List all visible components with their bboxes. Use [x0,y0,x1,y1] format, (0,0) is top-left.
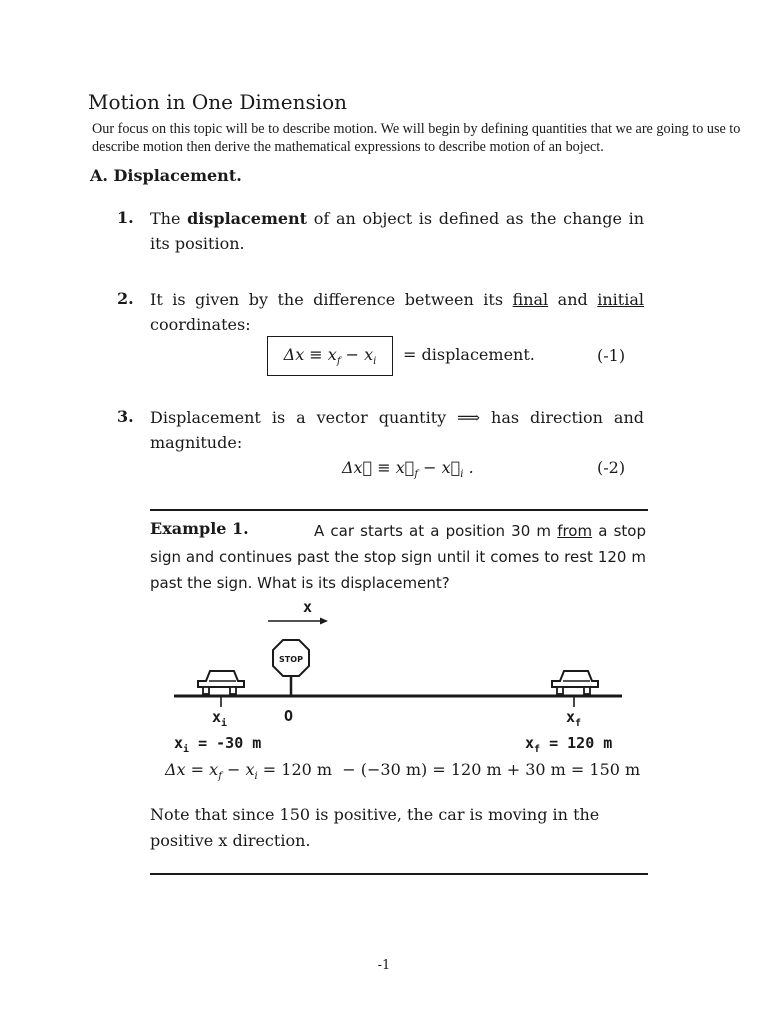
eq1-sub-f: f [336,356,341,368]
xi-value-label [174,734,261,755]
solution-part-b: − x [221,760,255,779]
item-2-text-b: and [548,290,598,309]
xi-sub: i [221,718,228,729]
eq1-part-b: − x [340,344,374,364]
eq2-vector-equation [342,458,474,480]
xf-label [566,708,581,729]
car-initial-icon [198,671,244,694]
x-axis-arrow-head [320,618,328,625]
example-text [150,518,646,596]
item-1-text-a: The [150,209,188,228]
intro-paragraph: Our focus on this topic will be to describe motion. We will begin by defining quantities that we are going to use to describe motion then derive the mathematical expressions to describe motion of an boject. [92,121,741,155]
diagram-axis-label: x [303,598,313,616]
origin-label: O [284,707,294,725]
stop-sign-text: STOP [279,655,303,664]
example-label: Example 1. [150,519,249,538]
item-2-underlined-initial: initial [597,290,644,309]
section-heading: A. Displacement. [90,166,242,185]
page-title: Motion in One Dimension [88,90,348,114]
car-final-icon [552,671,598,694]
solution-part-c: = 120 m − (−30 m) = 120 m + 30 m = 150 m [257,760,641,779]
example-bottom-rule [150,873,648,875]
example-underlined-from: from [557,522,593,540]
xf-value-sub: f [534,744,541,755]
eq2-sub-f: f [414,469,419,481]
eq1-box-text [284,345,377,367]
eq2-sub-i: i [460,469,464,481]
xf-value: = 120 m [540,734,613,752]
example-note: Note that since 150 is positive, the car is moving in the positive x direction. [150,805,600,850]
xi-value-letter: x [174,734,184,752]
xf-sub: f [575,718,582,729]
item-text-2 [150,287,644,337]
eq1-part-a: Δx ≡ x [283,344,337,364]
eq1-rest: = displacement. [403,345,535,364]
eq2-number: (-2) [597,458,626,477]
xf-letter: x [566,708,576,726]
page-number: -1 [377,958,391,973]
car-motion-diagram [0,595,768,715]
eq1-sub-i: i [373,356,377,368]
item-number-2: 2. [117,289,134,308]
item-1-text-b: of an object is defined as the change in its position. [150,209,644,253]
item-2-underlined-final: final [512,290,549,309]
item-2-text-a: It is given by the difference between its [150,290,513,309]
stop-sign [273,640,309,695]
xi-value: = -30 m [189,734,262,752]
item-1-bold-term: displacement [187,209,308,228]
eq2-part-b: − x⃗ [418,458,461,477]
displacement-equation-box [267,336,393,376]
solution-equation [165,760,640,782]
xf-value-letter: x [525,734,535,752]
item-text-3: Displacement is a vector quantity ⟹ has direction and magnitude: [150,408,644,452]
item-number-3: 3. [117,407,134,426]
eq1-number: (-1) [597,346,626,365]
item-number-1: 1. [117,208,134,227]
eq2-part-a: Δx⃗ ≡ x⃗ [342,458,415,477]
example-top-rule [150,509,648,511]
item-text-1 [150,206,644,256]
solution-part-a: Δx = x [165,760,219,779]
solution-sub-i: i [254,771,258,783]
xi-label [212,708,227,729]
item-2-text-c: coordinates: [150,315,251,334]
solution-sub-f: f [218,771,222,783]
eq2-end: . [463,458,474,477]
example-text-b: a stop sign and continues past the stop sign until it comes to rest 120 m past the sign. What is its displacement? [150,522,646,592]
xi-value-sub: i [183,744,190,755]
example-text-a: A car starts at a position 30 m [314,522,558,540]
xf-value-label [525,734,612,755]
xi-letter: x [212,708,222,726]
